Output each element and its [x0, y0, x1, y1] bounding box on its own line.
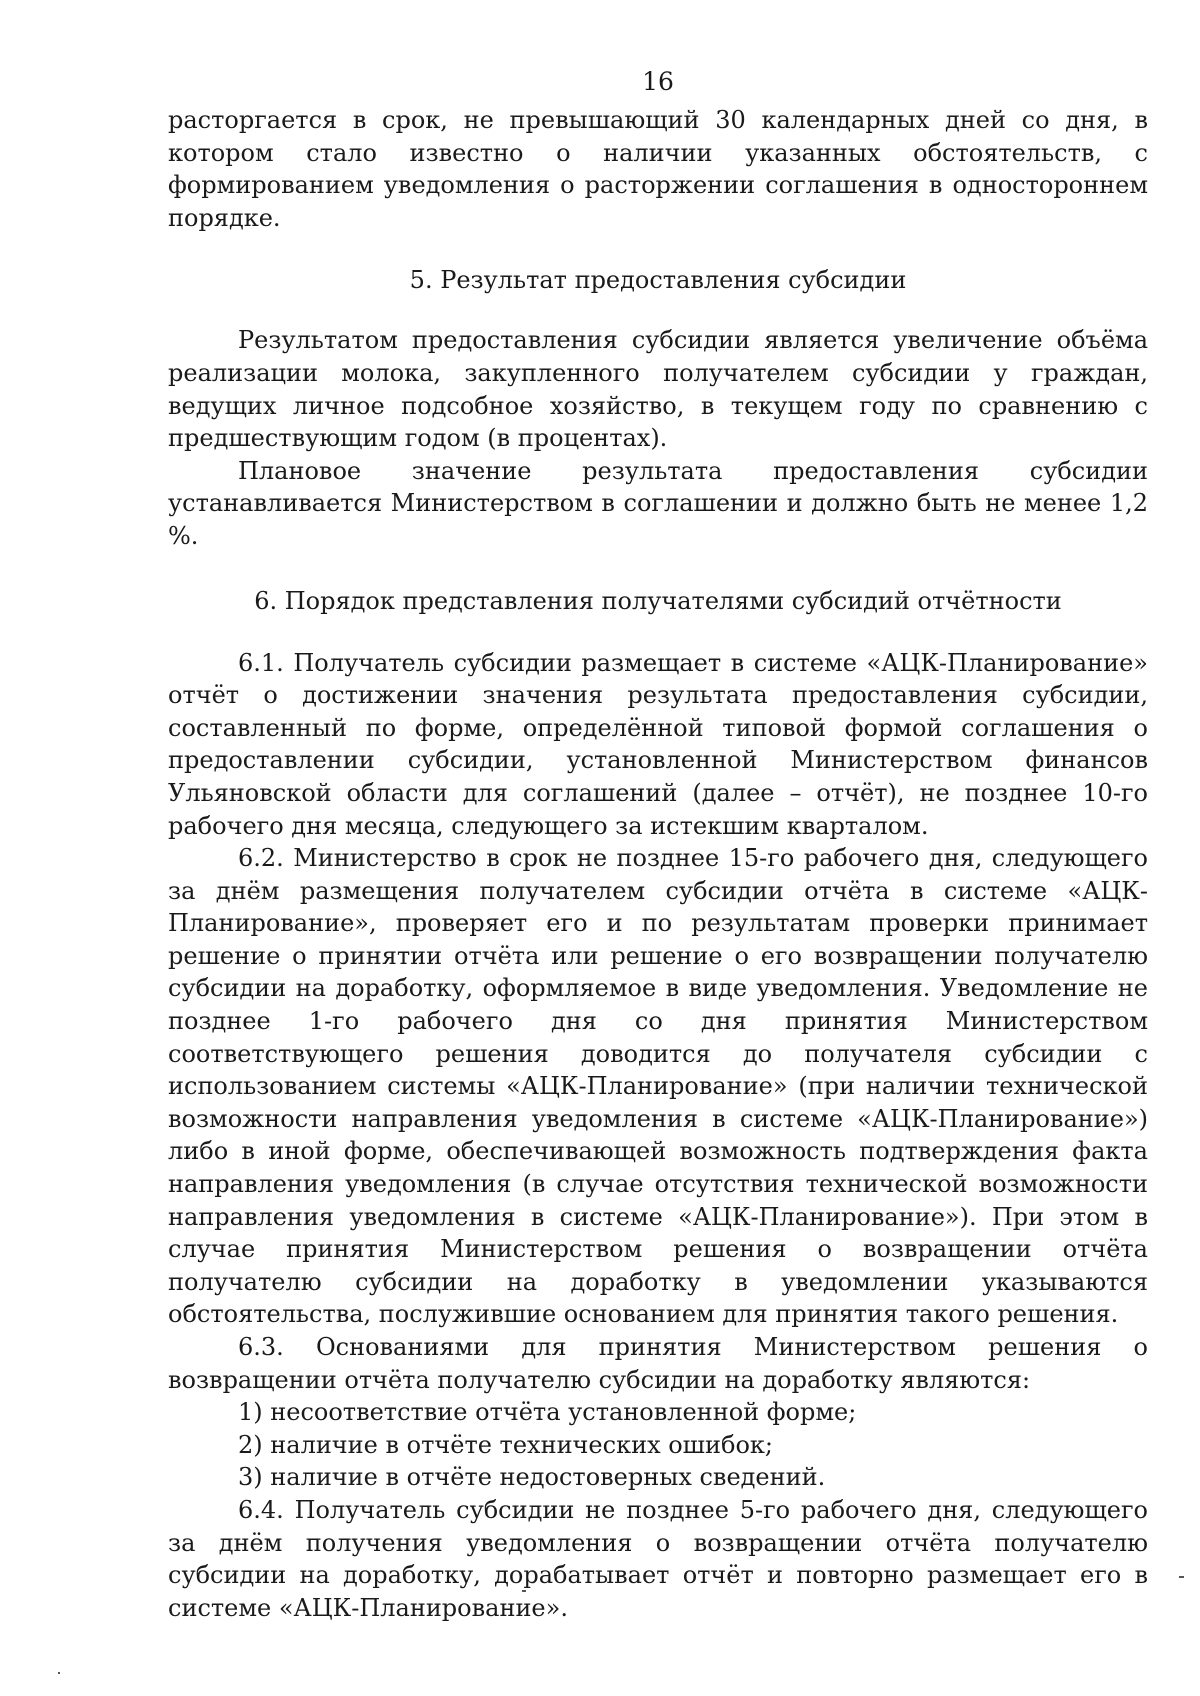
scan-mark-right: [1179, 1576, 1184, 1578]
clause-6-1: 6.1. Получатель субсидии размещает в системе «АЦК-Планирование» отчёт о достижении значения результата предоставления субсидии, составленный по форме, определённой типовой формой соглашения о предоставлении субсидии, установленной Министерством финансов Ульяновской области для соглашений (далее – отчёт), не позднее 10-го рабочего дня месяца, следующего за истекшим кварталом.: [168, 648, 1148, 840]
section-5-paragraph-planned-value: Плановое значение результата предоставления субсидии устанавливается Министерством в соглашении и должно быть не менее 1,2 %.: [168, 456, 1148, 550]
section-5-paragraph-result: Результатом предоставления субсидии является увеличение объёма реализации молока, закупленного получателем субсидии у граждан, ведущих личное подсобное хозяйство, в текущем году по сравнению с предшествующим годом (в процентах).: [168, 326, 1148, 453]
scan-mark-bottom: [522, 1590, 526, 1592]
section-6-heading: 6. Порядок представления получателями субсидий отчётности: [254, 586, 1062, 615]
paragraph-continuation: расторгается в срок, не превышающий 30 календарных дней со дня, в котором стало известно о наличии указанных обстоятельств, с формированием уведомления о расторжении соглашения в одностороннем порядке.: [168, 106, 1148, 232]
clause-6-3-item-1: 1) несоответствие отчёта установленной форме;: [238, 1398, 857, 1427]
scan-mark-left: [58, 1672, 60, 1674]
clause-6-3: 6.3. Основаниями для принятия Министерством решения о возвращении отчёта получателю субсидии на доработку являются:: [168, 1333, 1148, 1394]
document-page: [168, 60, 1148, 1624]
clause-6-4: 6.4. Получатель субсидии не позднее 5-го рабочего дня, следующего за днём получения уведомления о возвращении отчёта получателю субсидии на доработку, дорабатывает отчёт и повторно размещает его в системе «АЦК-Планирование».: [168, 1495, 1148, 1622]
clause-6-3-item-3: 3) наличие в отчёте недостоверных сведений.: [238, 1463, 826, 1492]
section-5-heading: 5. Результат предоставления субсидии: [409, 266, 907, 295]
clause-6-3-item-2: 2) наличие в отчёте технических ошибок;: [238, 1430, 773, 1459]
page-number: 16: [642, 67, 674, 96]
clause-6-2: 6.2. Министерство в срок не позднее 15-го рабочего дня, следующего за днём размещения получателем субсидии отчёта в системе «АЦК-Планирование», проверяет его и по результатам проверки принимает решение о принятии отчёта или решение о его возвращении получателю субсидии на доработку, оформляемое в виде уведомления. Уведомление не позднее 1-го рабочего дня со дня принятия Министерством соответствующего решения доводится до получателя субсидии с использованием системы «АЦК-Планирование» (при наличии технической возможности направления уведомления в системе «АЦК-Планирование») либо в иной форме, обеспечивающей возможность подтверждения факта направления уведомления (в случае отсутствия технической возможности направления уведомления в системе «АЦК-Планирование»). При этом в случае принятия Министерством решения о возвращении отчёта получателю субсидии на доработку в уведомлении указываются обстоятельства, послужившие основанием для принятия такого решения.: [168, 844, 1148, 1329]
